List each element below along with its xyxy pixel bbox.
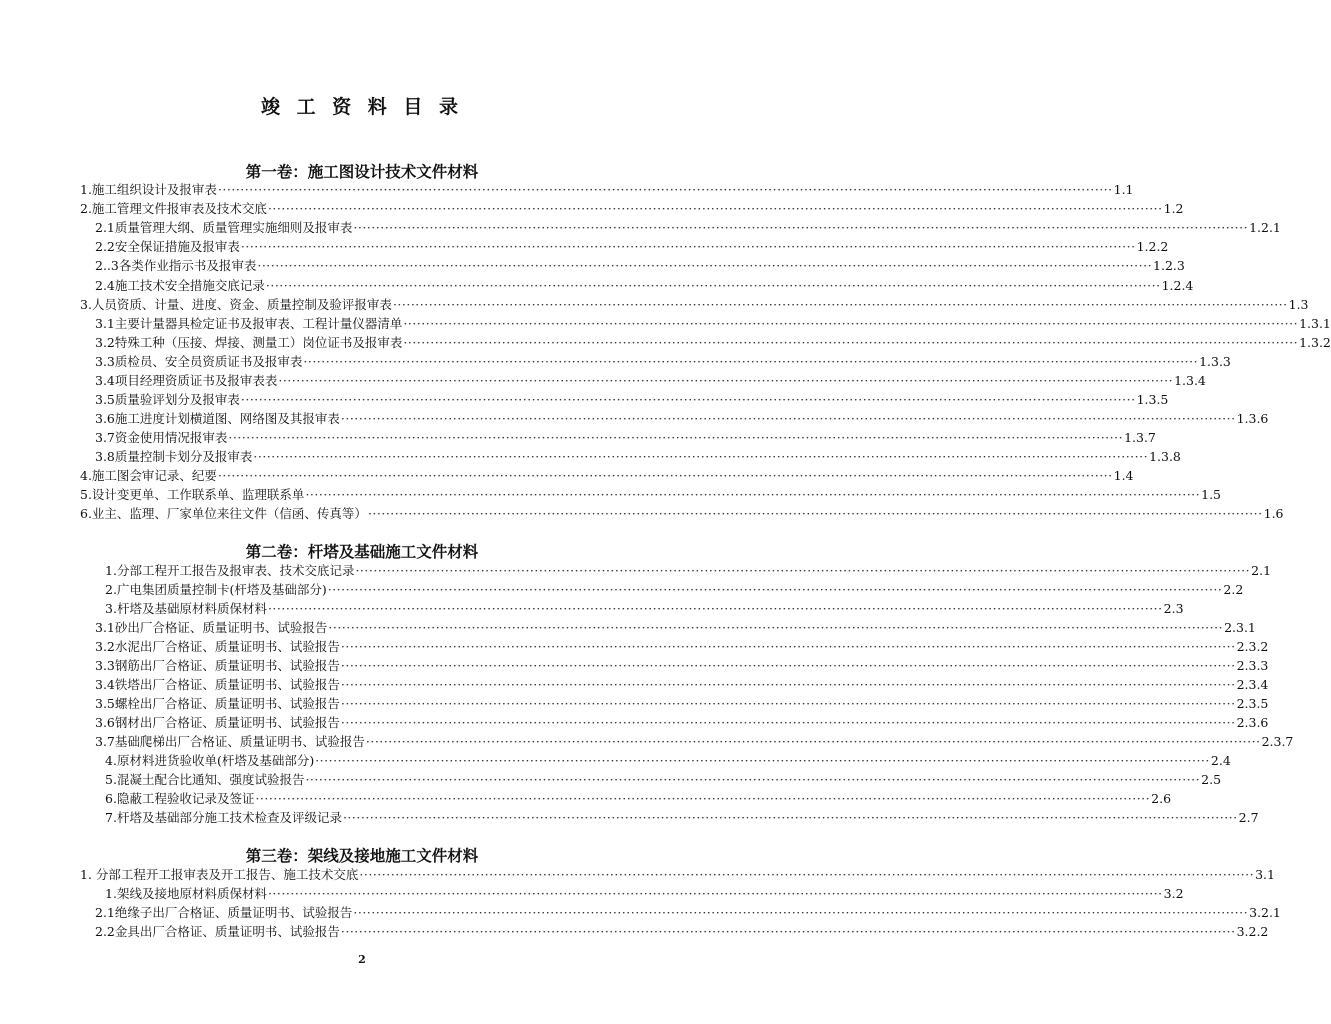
toc-entry-text: 2.施工管理文件报审表及技术交底 xyxy=(80,201,267,216)
leader-dots: ········································································································································································································ xyxy=(340,658,1236,673)
toc-entry-text: 3.5螺栓出厂合格证、质量证明书、试验报告 xyxy=(95,696,340,711)
toc-entry-text: 3.5质量验评划分及报审表 xyxy=(95,392,240,407)
leader-dots: ········································································································································································································ xyxy=(353,905,1249,920)
toc-entry-number: 4. xyxy=(105,753,117,768)
toc-entry-text: 3.4铁塔出厂合格证、质量证明书、试验报告 xyxy=(95,677,340,692)
leader-dots: ········································································································································································································ xyxy=(340,924,1236,939)
volume-2-heading: 第二卷：杆塔及基础施工文件材料 xyxy=(245,543,479,561)
toc-entry xyxy=(105,561,1272,581)
toc-entry-page: 1.3.2 xyxy=(1299,335,1331,350)
toc-entry-text: 3.2特殊工种（压接、焊接、测量工）岗位证书及报审表 xyxy=(95,335,403,350)
leader-dots: ········································································································································································································ xyxy=(265,278,1161,293)
toc-entry-number: 5. xyxy=(105,772,117,787)
toc-entry-page: 1.2.2 xyxy=(1136,239,1169,254)
toc-entry xyxy=(105,770,1222,790)
toc-entry xyxy=(80,180,1134,200)
leader-dots: ········································································································································································································ xyxy=(303,354,1199,369)
leader-dots: ········································································································································································································ xyxy=(392,297,1288,312)
toc-entry xyxy=(105,751,1231,771)
leader-dots: ········································································································································································································ xyxy=(267,601,1163,616)
toc-entry-number: 6. xyxy=(105,791,117,806)
toc-entry-text: 杆塔及基础原材料质保材料 xyxy=(116,601,267,616)
leader-dots: ········································································································································································································ xyxy=(365,734,1261,749)
toc-entry-text: 分部工程开工报告及报审表、技术交底记录 xyxy=(116,563,355,578)
toc-entry-page: 2.3.6 xyxy=(1236,715,1269,730)
leader-dots: ········································································································································································································ xyxy=(359,867,1255,882)
toc-entry xyxy=(80,504,1284,524)
leader-dots: ········································································································································································································ xyxy=(353,220,1249,235)
toc-entry-number: 3. xyxy=(105,601,117,616)
leader-dots: ········································································································································································································ xyxy=(240,392,1136,407)
leader-dots: ········································································································································································································ xyxy=(340,677,1236,692)
toc-entry-text: 1.施工组织设计及报审表 xyxy=(80,182,217,197)
toc-entry-page: 1.1 xyxy=(1113,182,1134,197)
toc-entry xyxy=(95,237,1169,257)
leader-dots: ········································································································································································································ xyxy=(305,772,1201,787)
toc-entry-text: 2.1质量管理大纲、质量管理实施细则及报审表 xyxy=(95,220,353,235)
leader-dots: ········································································································································································································ xyxy=(327,582,1223,597)
toc-entry-page: 2.3.4 xyxy=(1236,677,1269,692)
toc-entry-page: 1.6 xyxy=(1263,506,1284,521)
toc-entry-number: 7. xyxy=(105,810,117,825)
toc-entry xyxy=(95,447,1181,467)
toc-entry xyxy=(95,656,1269,676)
toc-entry-page: 1.5 xyxy=(1201,487,1222,502)
toc-entry xyxy=(80,199,1184,219)
toc-entry xyxy=(95,276,1194,296)
toc-entry xyxy=(95,390,1169,410)
toc-entry-text: 1. 分部工程开工报审表及开工报告、施工技术交底 xyxy=(80,867,359,882)
leader-dots: ········································································································································································································ xyxy=(340,411,1236,426)
toc-entry xyxy=(95,371,1206,391)
toc-entry-text: 5.设计变更单、工作联系单、监理联系单 xyxy=(80,487,305,502)
toc-entry-text: 3.1砂出厂合格证、质量证明书、试验报告 xyxy=(95,620,328,635)
toc-entry xyxy=(95,218,1281,238)
toc-entry-text: 隐蔽工程验收记录及签证 xyxy=(116,791,255,806)
toc-entry xyxy=(95,732,1294,752)
leader-dots: ········································································································································································································ xyxy=(257,258,1153,273)
leader-dots: ········································································································································································································ xyxy=(240,239,1136,254)
toc-entry-page: 1.3.3 xyxy=(1199,354,1231,369)
page-title: 竣 工 资 料 目 录 xyxy=(260,96,464,118)
toc-entry-page: 2.7 xyxy=(1238,810,1259,825)
toc-entry-page: 1.2.4 xyxy=(1161,278,1194,293)
toc-entry-text: 6.业主、监理、厂家单位来往文件（信函、传真等） xyxy=(80,506,367,521)
leader-dots: ········································································································································································································ xyxy=(315,753,1210,768)
toc-entry xyxy=(95,694,1269,714)
leader-dots: ········································································································································································································ xyxy=(403,335,1299,350)
toc-entry xyxy=(95,314,1331,334)
leader-dots: ········································································································································································································ xyxy=(340,639,1236,654)
toc-entry-page: 1.3.4 xyxy=(1174,373,1206,388)
toc-entry-page: 2.4 xyxy=(1210,753,1231,768)
leader-dots: ········································································································································································································ xyxy=(305,487,1201,502)
toc-entry-text: 3.7基础爬梯出厂合格证、质量证明书、试验报告 xyxy=(95,734,365,749)
toc-entry xyxy=(95,922,1269,942)
toc-entry xyxy=(95,409,1269,429)
toc-entry-text: 3.8质量控制卡划分及报审表 xyxy=(95,449,253,464)
leader-dots: ········································································································································································································ xyxy=(328,620,1224,635)
toc-entry-text: 杆塔及基础部分施工技术检查及评级记录 xyxy=(116,810,342,825)
toc-entry xyxy=(95,618,1256,638)
toc-entry xyxy=(105,884,1184,904)
toc-entry-number: 1. xyxy=(105,886,117,901)
toc-entry xyxy=(80,295,1309,315)
leader-dots: ········································································································································································································ xyxy=(228,430,1124,445)
toc-entry-page: 2.3.2 xyxy=(1236,639,1269,654)
leader-dots: ········································································································································································································ xyxy=(340,696,1236,711)
volume-1-heading: 第一卷：施工图设计技术文件材料 xyxy=(245,163,479,181)
toc-entry-text: 2.2金具出厂合格证、质量证明书、试验报告 xyxy=(95,924,340,939)
toc-entry-text: 广电集团质量控制卡(杆塔及基础部分) xyxy=(116,582,327,597)
toc-entry-page: 1.4 xyxy=(1113,468,1134,483)
volume-3-heading: 第三卷：架线及接地施工文件材料 xyxy=(245,847,479,865)
toc-entry-page: 3.2 xyxy=(1163,886,1184,901)
toc-entry-number: 2. xyxy=(105,582,117,597)
toc-entry-text: 架线及接地原材料质保材料 xyxy=(116,886,267,901)
toc-entry-text: 3.1主要计量器具检定证书及报审表、工程计量仪器清单 xyxy=(95,316,403,331)
leader-dots: ········································································································································································································ xyxy=(253,449,1149,464)
toc-entry-text: 3.7资金使用情况报审表 xyxy=(95,430,228,445)
toc-entry xyxy=(95,428,1156,448)
leader-dots: ········································································································································································································ xyxy=(217,182,1113,197)
toc-entry-page: 1.3 xyxy=(1288,297,1309,312)
toc-entry-page: 1.2.3 xyxy=(1153,258,1185,273)
toc-entry xyxy=(95,675,1269,695)
toc-entry xyxy=(80,865,1275,885)
toc-entry-text: 混凝土配合比通知、强度试验报告 xyxy=(116,772,305,787)
toc-entry-text: 3.人员资质、计量、进度、资金、质量控制及验评报审表 xyxy=(80,297,392,312)
leader-dots: ········································································································································································································ xyxy=(340,715,1236,730)
toc-entry-text: 3.3质检员、安全员资质证书及报审表 xyxy=(95,354,303,369)
toc-entry-page: 2.3.1 xyxy=(1224,620,1256,635)
toc-entry xyxy=(80,466,1134,486)
toc-entry-page: 3.2.1 xyxy=(1249,905,1281,920)
toc-entry-text: 2..3各类作业指示书及报审表 xyxy=(95,258,257,273)
toc-entry-text: 3.6钢材出厂合格证、质量证明书、试验报告 xyxy=(95,715,340,730)
toc-entry xyxy=(95,713,1269,733)
leader-dots: ········································································································································································································ xyxy=(403,316,1299,331)
toc-entry-text: 3.3钢筋出厂合格证、质量证明书、试验报告 xyxy=(95,658,340,673)
toc-entry-page: 2.5 xyxy=(1201,772,1222,787)
leader-dots: ········································································································································································································ xyxy=(267,201,1163,216)
leader-dots: ········································································································································································································ xyxy=(267,886,1163,901)
toc-entry xyxy=(105,808,1259,828)
leader-dots: ········································································································································································································ xyxy=(278,373,1174,388)
toc-entry xyxy=(95,352,1231,372)
toc-entry-text: 2.4施工技术安全措施交底记录 xyxy=(95,278,265,293)
toc-entry-page: 1.3.6 xyxy=(1236,411,1269,426)
leader-dots: ········································································································································································································ xyxy=(217,468,1113,483)
toc-entry-page: 2.3.3 xyxy=(1236,658,1269,673)
toc-entry-page: 3.2.2 xyxy=(1236,924,1269,939)
leader-dots: ········································································································································································································ xyxy=(355,563,1251,578)
toc-entry-number: 1. xyxy=(105,563,117,578)
toc-entry-page: 2.1 xyxy=(1251,563,1272,578)
toc-entry xyxy=(95,256,1185,276)
toc-entry-page: 1.3.5 xyxy=(1136,392,1169,407)
toc-entry-page: 2.3.7 xyxy=(1261,734,1294,749)
toc-entry-page: 2.2 xyxy=(1223,582,1244,597)
toc-entry xyxy=(105,580,1244,600)
leader-dots: ········································································································································································································ xyxy=(367,506,1263,521)
toc-entry xyxy=(105,789,1172,809)
leader-dots: ········································································································································································································ xyxy=(342,810,1238,825)
toc-entry-text: 原材料进货验收单(杆塔及基础部分) xyxy=(116,753,315,768)
toc-entry-page: 2.6 xyxy=(1151,791,1172,806)
leader-dots: ········································································································································································································ xyxy=(255,791,1151,806)
toc-entry-text: 3.4项目经理资质证书及报审表表 xyxy=(95,373,278,388)
toc-entry-page: 2.3 xyxy=(1163,601,1184,616)
toc-entry-page: 1.2.1 xyxy=(1249,220,1281,235)
toc-entry xyxy=(95,333,1331,353)
page-number: 2 xyxy=(358,953,366,966)
toc-entry-page: 1.2 xyxy=(1163,201,1184,216)
toc-entry-text: 4.施工图会审记录、纪要 xyxy=(80,468,217,483)
toc-entry xyxy=(80,485,1222,505)
toc-entry-page: 3.1 xyxy=(1255,867,1275,882)
toc-entry xyxy=(95,903,1281,923)
toc-entry-page: 1.3.7 xyxy=(1124,430,1156,445)
toc-entry-page: 1.3.8 xyxy=(1149,449,1181,464)
toc-entry-page: 1.3.1 xyxy=(1299,316,1331,331)
toc-entry-text: 3.6施工进度计划横道图、网络图及其报审表 xyxy=(95,411,340,426)
toc-entry xyxy=(105,599,1184,619)
toc-entry-text: 3.2水泥出厂合格证、质量证明书、试验报告 xyxy=(95,639,340,654)
toc-entry-page: 2.3.5 xyxy=(1236,696,1269,711)
toc-entry-text: 2.1绝缘子出厂合格证、质量证明书、试验报告 xyxy=(95,905,353,920)
toc-entry-text: 2.2安全保证措施及报审表 xyxy=(95,239,240,254)
toc-entry xyxy=(95,637,1269,657)
